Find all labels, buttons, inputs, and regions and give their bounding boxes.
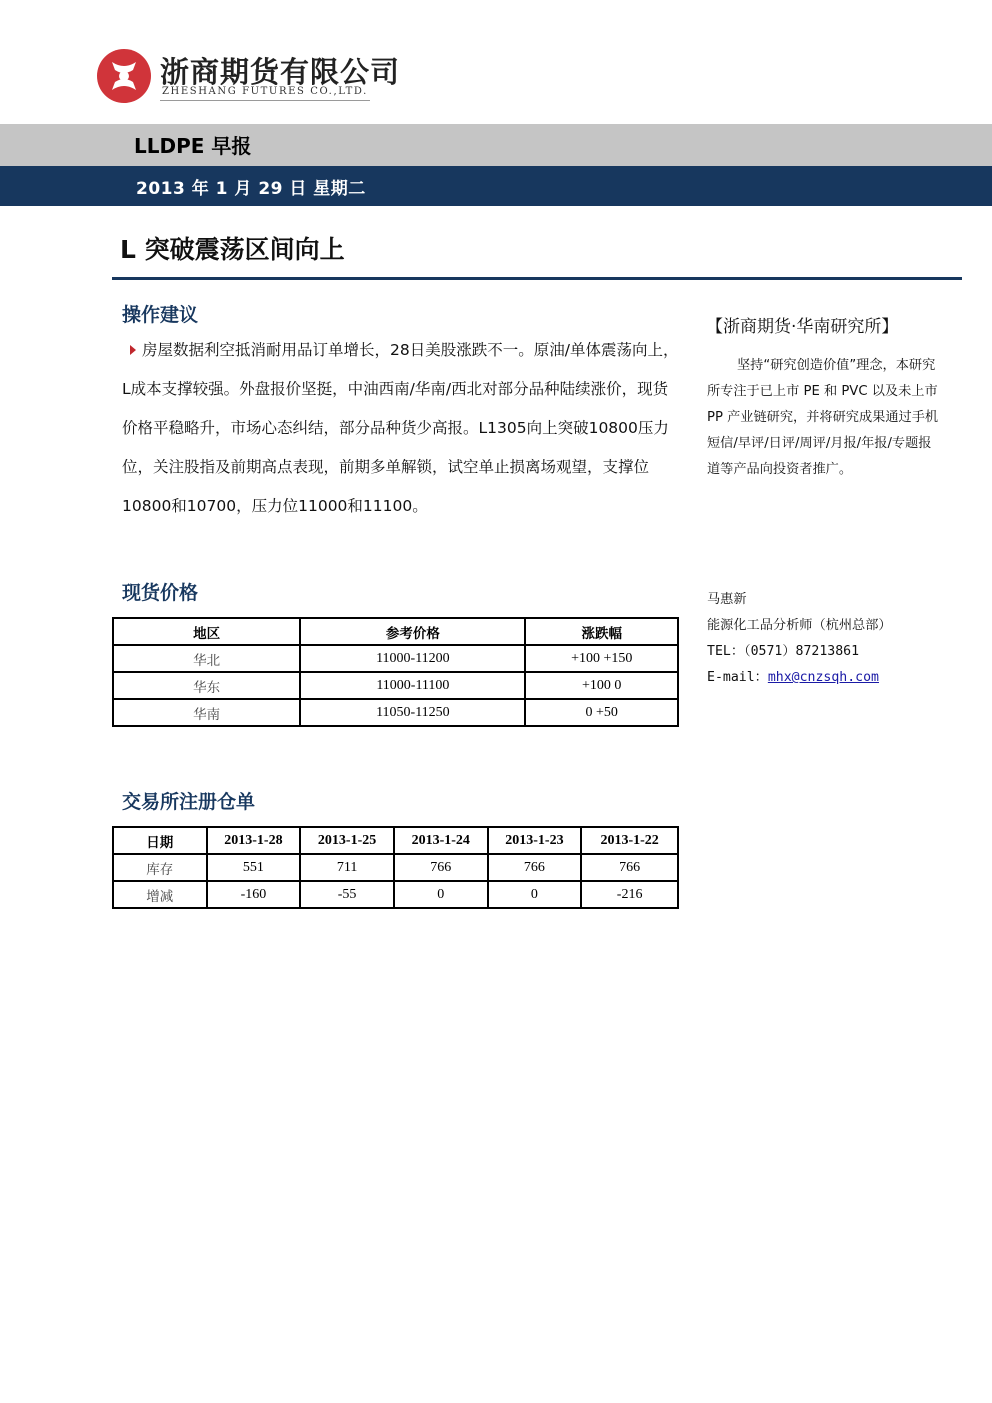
table-row xyxy=(113,672,678,699)
column-header: 日期 xyxy=(113,827,207,854)
table-header-row xyxy=(113,827,678,854)
column-header: 地区 xyxy=(113,618,300,645)
report-date: 2013 年 1 月 29 日 星期二 xyxy=(136,179,366,199)
analyst-position: 能源化工品分析师（杭州总部） xyxy=(707,618,892,633)
sidebar-intro xyxy=(707,353,943,483)
bullet-arrow-icon xyxy=(130,345,136,355)
report-title: LLDPE 早报 xyxy=(134,134,252,158)
row-label-cell: 增减 xyxy=(113,881,207,908)
analyst-phone xyxy=(707,639,892,665)
headline-rule xyxy=(112,277,962,280)
phone-label: TEL： xyxy=(707,644,745,659)
advice-paragraph xyxy=(122,331,682,526)
warrants-section-title: 交易所注册仓单 xyxy=(122,791,256,813)
price-cell: 11000-11200 xyxy=(300,645,525,672)
advice-section-title: 操作建议 xyxy=(122,304,199,326)
region-cell: 华北 xyxy=(113,645,300,672)
table-row xyxy=(113,881,678,908)
headline: L 突破震荡区间向上 xyxy=(120,235,345,264)
sidebar-intro-text: 坚持“研究创造价值”理念，本研究所专注于已上市 PE 和 PVC 以及未上市 PP 产业链研究，并将研究成果通过手机短信/早评/日评/周评/月报/年报/专题报道等产品向投资者推广。 xyxy=(707,358,939,477)
table-header-row xyxy=(113,618,678,645)
report-date-band xyxy=(0,166,992,206)
report-title-band xyxy=(0,124,992,166)
column-header: 涨跌幅 xyxy=(525,618,678,645)
advice-text: 房屋数据利空抵消耐用品订单增长，28日美股涨跌不一。原油/单体震荡向上，L成本支撑较强。外盘报价坚挺，中油西南/华南/西北对部分品种陆续涨价，现货价格平稳略升，市场心态纠结，部分品种货少高报。L1305向上突破10800压力位，关注股指及前期高点表现，前期多单解锁，试空单止损离场观望，支撑位10800和10700，压力位11000和11100。 xyxy=(122,341,679,515)
spot-section-title: 现货价格 xyxy=(122,582,199,604)
price-cell: 11050-11250 xyxy=(300,699,525,726)
column-header: 参考价格 xyxy=(300,618,525,645)
column-header: 2013-1-23 xyxy=(488,827,582,854)
value-cell: 711 xyxy=(300,854,394,881)
email-link[interactable]: mhx@cnzsqh.com xyxy=(767,670,879,685)
phone-number: （0571）87213861 xyxy=(744,644,860,659)
table-row xyxy=(113,854,678,881)
analyst-email xyxy=(707,665,892,691)
region-cell: 华南 xyxy=(113,699,300,726)
sidebar-title: 【浙商期货·华南研究所】 xyxy=(706,317,899,337)
warrants-table xyxy=(112,826,679,909)
spot-price-table xyxy=(112,617,679,727)
value-cell: 0 xyxy=(488,881,582,908)
email-label: E-mail： xyxy=(707,670,768,685)
region-cell: 华东 xyxy=(113,672,300,699)
value-cell: 766 xyxy=(488,854,582,881)
logo-divider xyxy=(160,100,370,101)
value-cell: 0 xyxy=(394,881,488,908)
analyst-name: 马惠新 xyxy=(707,592,747,607)
company-name-cn: 浙商期货有限公司 xyxy=(160,55,401,89)
column-header: 2013-1-22 xyxy=(581,827,678,854)
value-cell: 766 xyxy=(581,854,678,881)
column-header: 2013-1-28 xyxy=(207,827,301,854)
company-logo xyxy=(96,46,401,106)
table-row xyxy=(113,645,678,672)
row-label-cell: 库存 xyxy=(113,854,207,881)
change-cell: +100 0 xyxy=(525,672,678,699)
value-cell: -55 xyxy=(300,881,394,908)
company-emblem-icon xyxy=(96,48,152,104)
column-header: 2013-1-25 xyxy=(300,827,394,854)
price-cell: 11000-11100 xyxy=(300,672,525,699)
analyst-contact xyxy=(707,587,892,691)
value-cell: 766 xyxy=(394,854,488,881)
change-cell: 0 +50 xyxy=(525,699,678,726)
change-cell: +100 +150 xyxy=(525,645,678,672)
table-row xyxy=(113,699,678,726)
company-name-en: ZHESHANG FUTURES CO.,LTD. xyxy=(162,86,368,97)
value-cell: 551 xyxy=(207,854,301,881)
value-cell: -160 xyxy=(207,881,301,908)
column-header: 2013-1-24 xyxy=(394,827,488,854)
value-cell: -216 xyxy=(581,881,678,908)
